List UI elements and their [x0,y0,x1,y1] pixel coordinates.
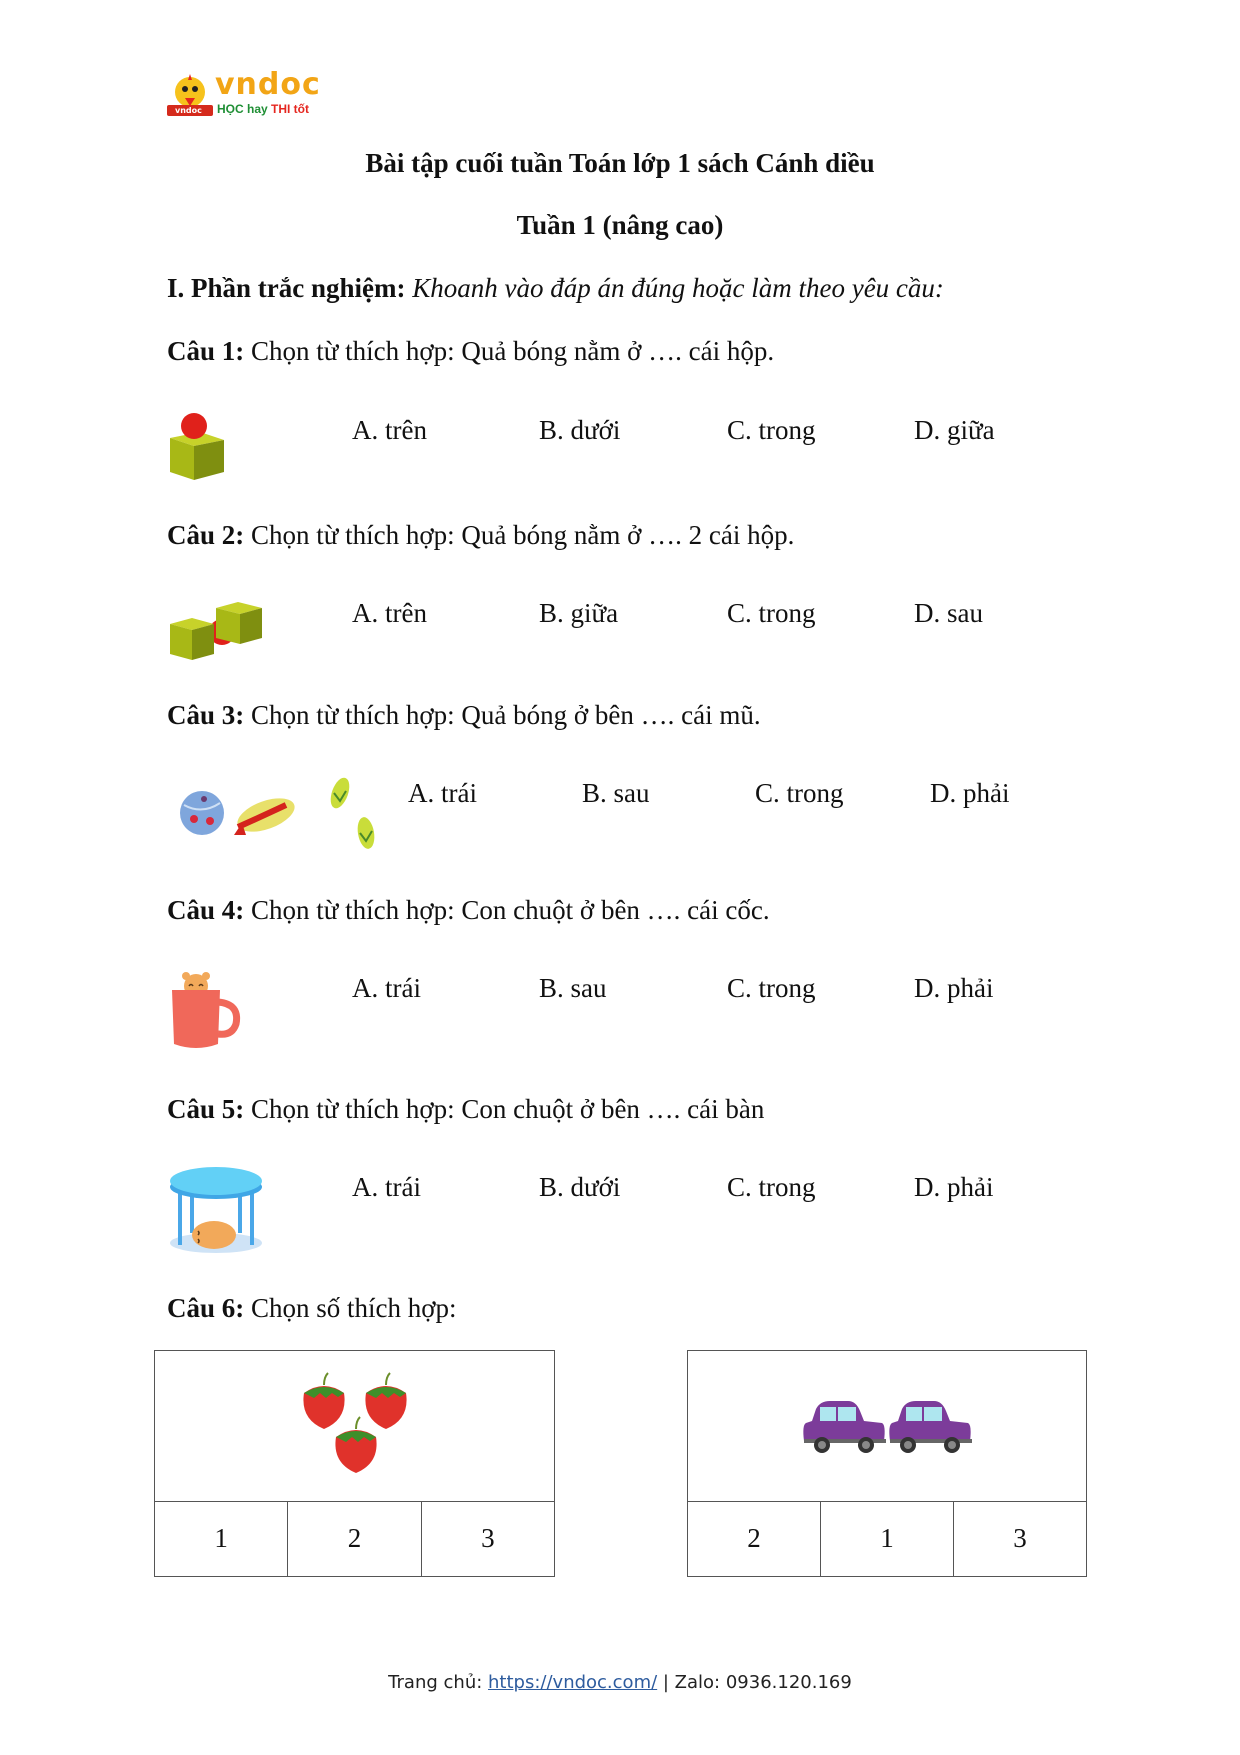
question-2: Câu 2: Chọn từ thích hợp: Quả bóng nằm ở …. 2 cái hộp. [167,520,795,550]
section-label: I. Phần trắc nghiệm: [167,273,406,303]
q5-option-d[interactable]: D. phải [914,1172,994,1202]
q3-option-b[interactable]: B. sau [582,778,650,808]
section-heading [167,273,944,304]
question-1: Câu 1: Chọn từ thích hợp: Quả bóng nằm ở …. cái hộp. [167,336,775,366]
choice-cell[interactable]: 3 [481,1523,495,1553]
q5-option-c[interactable]: C. trong [727,1172,816,1202]
logo-tagline: HỌC hay THI tốt [217,102,310,116]
page-footer: Trang chủ: https://vndoc.com/ | Zalo: 0936.120.169 [388,1672,852,1693]
count-table-strawberries [154,1350,555,1577]
page-subtitle: Tuần 1 (nâng cao) [516,210,724,240]
q5-option-a[interactable]: A. trái [352,1172,421,1202]
table-picture-cell [155,1351,554,1502]
q1-option-c[interactable]: C. trong [727,415,816,445]
mouse-under-table-icon [168,1163,264,1253]
answer-choices [155,1501,554,1576]
mouse-in-cup-icon [168,972,244,1050]
ball-between-boxes-icon [166,598,270,660]
logo-wordmark: vndoc [215,67,321,102]
choice-cell[interactable]: 3 [1013,1523,1027,1553]
question-5: Câu 5: Chọn từ thích hợp: Con chuột ở bên …. cái bàn [167,1094,765,1124]
q3-option-d[interactable]: D. phải [930,778,1010,808]
choice-cell[interactable]: 1 [821,1501,954,1576]
ball-on-box-icon [166,410,228,482]
table-picture-cell [688,1351,1086,1502]
q2-option-a[interactable]: A. trên [352,598,427,628]
homepage-link[interactable]: https://vndoc.com/ [488,1672,658,1693]
q4-option-d[interactable]: D. phải [914,973,994,1003]
section-instruction: Khoanh vào đáp án đúng hoặc làm theo yêu cầu: [412,273,944,303]
question-4: Câu 4: Chọn từ thích hợp: Con chuột ở bên …. cái cốc. [167,895,770,925]
two-cars-icon [802,1401,972,1463]
q4-option-b[interactable]: B. sau [539,973,607,1003]
q4-option-a[interactable]: A. trái [352,973,421,1003]
q3-option-a[interactable]: A. trái [408,778,477,808]
q3-option-c[interactable]: C. trong [755,778,844,808]
strawberry [303,1373,344,1429]
page-title: Bài tập cuối tuần Toán lớp 1 sách Cánh diều [365,148,875,178]
answer-choices [688,1501,1086,1576]
q2-option-b[interactable]: B. giữa [539,598,619,628]
choice-cell[interactable]: 2 [688,1501,821,1576]
choice-cell[interactable]: 2 [288,1501,421,1576]
q2-option-c[interactable]: C. trong [727,598,816,628]
logo-badge: vndoc [175,106,202,115]
choice-cell[interactable]: 1 [155,1501,288,1576]
question-6: Câu 6: Chọn số thích hợp: [167,1293,457,1323]
ball-hat-slippers-icon [176,775,381,855]
q1-option-d[interactable]: D. giữa [914,415,995,445]
vndoc-logo [165,68,325,124]
q1-option-b[interactable]: B. dưới [539,415,621,445]
q1-option-a[interactable]: A. trên [352,415,427,445]
three-strawberries-icon [300,1363,412,1475]
q5-option-b[interactable]: B. dưới [539,1172,621,1202]
q4-option-c[interactable]: C. trong [727,973,816,1003]
question-3: Câu 3: Chọn từ thích hợp: Quả bóng ở bên …. cái mũ. [167,700,761,730]
q2-option-d[interactable]: D. sau [914,598,983,628]
count-table-cars [687,1350,1087,1577]
